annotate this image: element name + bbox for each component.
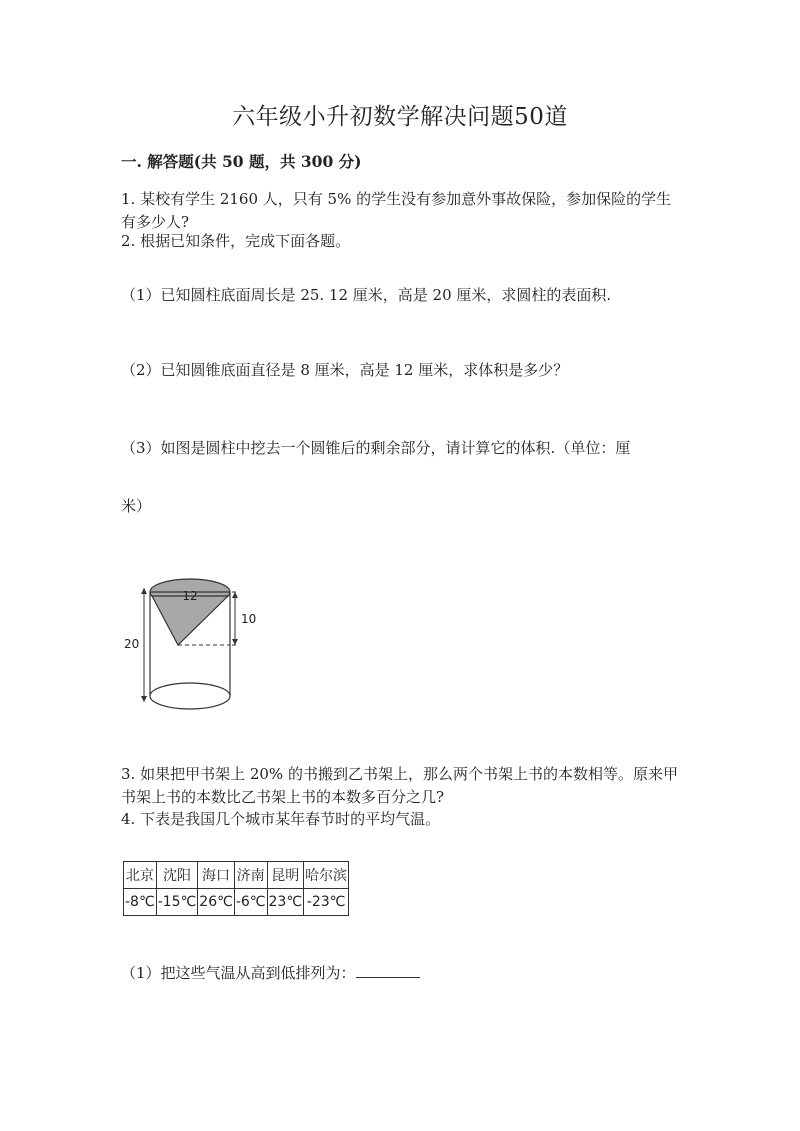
table-cell-city: 海口 [198,862,235,889]
question-2: 2. 根据已知条件，完成下面各题。 [121,232,351,250]
table-cell-city: 北京 [124,862,157,889]
question-2-part-2: （2）已知圆锥底面直径是 8 厘米，高是 12 厘米，求体积是多少？ [121,361,569,379]
table-cell-city: 沈阳 [156,862,198,889]
section-heading: 一. 解答题(共 50 题，共 300 分) [121,152,362,171]
table-cell-city: 昆明 [267,862,304,889]
table-cell-temp: -15℃ [156,889,198,916]
cone-height-label: 10 [241,612,257,626]
table-cell-city: 哈尔滨 [304,862,349,889]
question-2-part-3-unit: 米） [121,497,152,515]
temperature-table [123,861,349,916]
table-cell-city: 济南 [234,862,267,889]
question-4: 4. 下表是我国几个城市某年春节时的平均气温。 [121,810,441,828]
table-cell-temp: -6℃ [234,889,267,916]
question-2-part-3: （3）如图是圆柱中挖去一个圆锥后的剩余部分，请计算它的体积.（单位：厘 [121,439,631,457]
table-cell-temp: 23℃ [267,889,304,916]
question-3: 3. 如果把甲书架上 20% 的书搬到乙书架上，那么两个书架上书的本数相等。原来甲书架上书的本数比乙书架上书的本数多百分之几? [121,765,678,806]
question-4-part-1 [121,962,420,984]
question-4-part-1-text: （1）把这些气温从高到低排列为： [121,964,356,982]
table-cell-temp: 26℃ [198,889,235,916]
question-2-part-1: （1）已知圆柱底面周长是 25. 12 厘米，高是 20 厘米，求圆柱的表面积. [121,286,612,304]
cylinder-bottom-ellipse [150,683,230,709]
table-row [124,889,349,916]
table-header-row [124,862,349,889]
diameter-label: 12 [182,589,198,603]
cylinder-cone-figure [118,568,268,718]
table-cell-temp: -23℃ [304,889,349,916]
answer-blank [356,963,420,978]
cylinder-height-label: 20 [124,637,140,651]
question-1: 1. 某校有学生 2160 人，只有 5% 的学生没有参加意外事故保险，参加保险的学生有多少人? [121,190,672,231]
table-cell-temp: -8℃ [124,889,157,916]
page-title: 六年级小升初数学解决问题50道 [232,104,568,130]
cone-shape [152,596,228,645]
